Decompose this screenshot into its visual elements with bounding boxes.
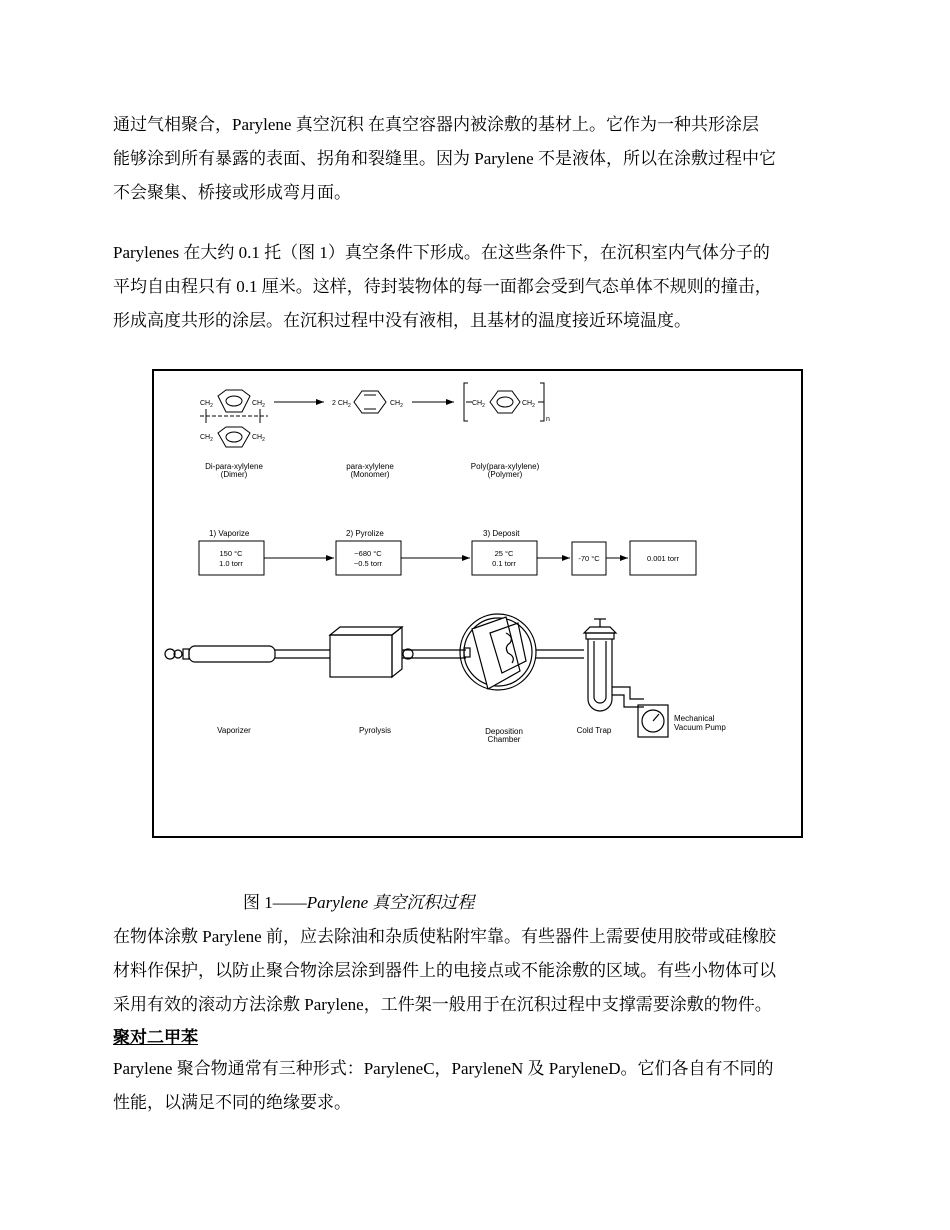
step-temp: ~680 °C [354, 549, 382, 558]
section-heading: 聚对二甲苯 [113, 1028, 198, 1047]
figure-caption [243, 888, 474, 918]
text-line: 在物体涂敷 Parylene 前，应去除油和杂质使粘附牢靠。有些器件上需要使用胶带或硅橡胶 [113, 927, 776, 946]
step-temp: 25 °C [494, 549, 514, 558]
process-figure [152, 369, 803, 838]
benzene-ring-icon [490, 391, 520, 413]
ch2-label: $CH_2$ [522, 400, 535, 409]
cold-trap-label: Cold Trap [576, 726, 612, 735]
cold-temp: -70 °C [578, 554, 600, 563]
paragraph-conditions [113, 236, 841, 338]
pyrolysis-label: Pyrolysis [358, 726, 392, 735]
ch2-label: $CH_2$ [390, 400, 403, 409]
monomer-subtitle: (Monomer) [350, 470, 390, 479]
step-box-vaporize [199, 541, 264, 575]
text-line: 材料作保护，以防止聚合物涂层涂到器件上的电接点或不能涂敷的区域。有些小物体可以 [113, 961, 776, 980]
text-line: Parylene 聚合物通常有三种形式：ParyleneC，ParyleneN 及 ParyleneD。它们各自有不同的 [113, 1059, 774, 1078]
text-line: 不会聚集、桥接或形成弯月面。 [113, 183, 351, 202]
two-ch2-label: 2 $CH_2$ [332, 400, 351, 409]
text-line: 平均自由程只有 0.1 厘米。这样，待封装物体的每一面都会受到气态单体不规则的撞击， [113, 277, 772, 296]
vaporizer-icon [165, 646, 330, 662]
polymer-name: Poly(para-xylylene) [470, 462, 540, 471]
text-line: 能够涂到所有暴露的表面、拐角和裂缝里。因为 Parylene 不是液体，所以在涂敷过程中它 [113, 149, 776, 168]
step-pressure: ~0.5 torr [353, 559, 383, 568]
polymer-n: n [546, 416, 550, 423]
monomer-name: para-xylylene [346, 462, 394, 471]
paragraph-intro [113, 108, 841, 210]
step-box-deposit [472, 541, 537, 575]
text-line: 形成高度共形的涂层。在沉积过程中没有液相，且基材的温度接近环境温度。 [113, 311, 691, 330]
deposition-chamber-icon [460, 614, 584, 690]
step-temp: 150 °C [219, 549, 243, 558]
step-label-deposit: 3) Deposit [483, 529, 520, 538]
benzene-ring-icon [218, 427, 250, 447]
final-pressure: 0.001 torr [646, 554, 680, 563]
process-diagram [154, 371, 801, 836]
vacuum-pump-icon [638, 705, 668, 737]
step-label-pyrolize: 2) Pyrolize [346, 529, 384, 538]
benzene-ring-icon [218, 390, 250, 412]
step-box-pyrolize [336, 541, 401, 575]
pump-label: Mechanical [674, 714, 715, 723]
caption-title: Parylene 真空沉积过程 [306, 893, 475, 912]
ch2-label: $CH_2$ [200, 400, 213, 409]
caption-prefix: 图 1—— [243, 893, 307, 912]
text-line: 通过气相聚合，Parylene 真空沉积 在真空容器内被涂敷的基材上。它作为一种共形涂层 [113, 115, 759, 134]
text-line: 性能，以满足不同的绝缘要求。 [113, 1093, 351, 1112]
ch2-label: $CH_2$ [252, 434, 265, 443]
pyrolysis-furnace-icon [330, 627, 466, 677]
cold-trap-icon [584, 619, 644, 711]
step-pressure: 0.1 torr [492, 559, 516, 568]
paragraph-types [113, 1052, 841, 1120]
polymer-subtitle: (Polymer) [487, 470, 523, 479]
text-line: Parylenes 在大约 0.1 托（图 1）真空条件下形成。在这些条件下，在沉积室内气体分子的 [113, 243, 770, 262]
ch2-label: $CH_2$ [252, 400, 265, 409]
paragraph-preparation [113, 920, 841, 1022]
ring-inner-icon [226, 396, 242, 406]
monomer-structure [354, 391, 386, 413]
ch2-label: $CH_2$ [472, 400, 485, 409]
ch2-label: $CH_2$ [200, 434, 213, 443]
dimer-subtitle: (Dimer) [220, 470, 248, 479]
quinoid-ring-icon [354, 391, 386, 413]
vaporizer-label: Vaporizer [217, 726, 251, 735]
dimer-name: Di-para-xylylene [205, 462, 263, 471]
deposition-label: Chamber [487, 735, 521, 744]
text-line: 采用有效的滚动方法涂敷 Parylene，工件架一般用于在沉积过程中支撑需要涂敷的物件。 [113, 995, 772, 1014]
ring-inner-icon [226, 432, 242, 442]
step-label-vaporize: 1) Vaporize [209, 529, 250, 538]
step-pressure: 1.0 torr [219, 559, 243, 568]
pump-label: Vacuum Pump [674, 723, 726, 732]
deposition-label: Deposition [485, 727, 523, 736]
